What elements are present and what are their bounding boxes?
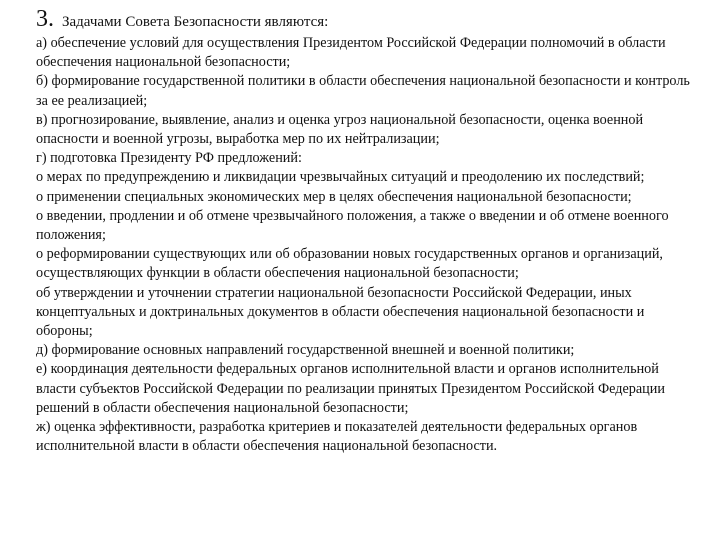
paragraph-g-item-2: о применении специальных экономических мер в целях обеспечения национальной безопасности; <box>36 188 632 205</box>
slide-body <box>36 34 696 456</box>
paragraph-v: в) прогнозирование, выявление, анализ и оценка угроз национальной безопасности, оценка военной опасности и военной угрозы, выработка мер по их нейтрализации; <box>36 111 644 148</box>
paragraph-g: г) подготовка Президенту РФ предложений: <box>36 150 302 167</box>
paragraph-g-item-4: о реформировании существующих или об образовании новых государственных органов и организаций, осуществляющих функции в области обеспечения национальной безопасности; <box>36 246 663 282</box>
heading-number: 3. <box>36 6 54 32</box>
paragraph-zh: ж) оценка эффективности, разработка критериев и показателей деятельности федеральных органов исполнительной власти в области обеспечения национальной безопасности. <box>36 419 638 455</box>
paragraph-b: б) формирование государственной политики в области обеспечения национальной безопасности и контроль за ее реализацией; <box>36 73 690 109</box>
paragraph-g-item-1: о мерах по предупреждению и ликвидации чрезвычайных ситуаций и преодолению их последствий; <box>36 169 645 186</box>
heading-text: Задачами Совета Безопасности являются: <box>62 14 329 30</box>
slide-heading <box>36 4 328 37</box>
paragraph-e: е) координация деятельности федеральных органов исполнительной власти и органов исполнительной власти субъектов Российской Федерации по реализации принятых Президентом Российской Федерации решений в области обеспечения национальной безопасности; <box>36 361 665 416</box>
paragraph-d: д) формирование основных направлений государственной внешней и военной политики; <box>36 342 575 359</box>
paragraph-g-item-5: об утверждении и уточнении стратегии национальной безопасности Российской Федерации, иных концептуальных и доктринальных документов в области обеспечения национальной безопасности и обороны; <box>36 284 645 340</box>
paragraph-a: а) обеспечение условий для осуществления Президентом Российской Федерации полномочий в области обеспечения национальной безопасности; <box>36 35 666 71</box>
paragraph-g-item-3: о введении, продлении и об отмене чрезвычайного положения, а также о введении и об отмене военного положения; <box>36 207 669 244</box>
